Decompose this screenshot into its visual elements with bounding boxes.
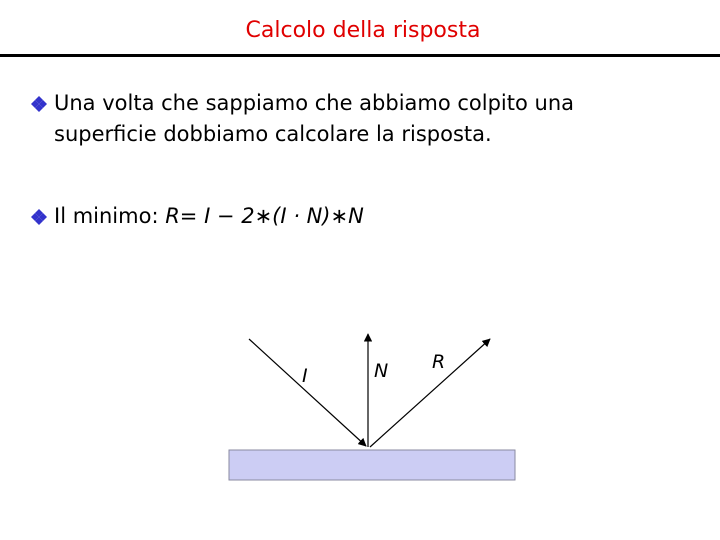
- surface-plane: [229, 450, 515, 480]
- normal-label: N: [374, 360, 389, 382]
- incident-label: I: [302, 365, 308, 387]
- reflected-ray: [370, 339, 490, 447]
- incident-ray: [249, 339, 366, 446]
- reflection-formula: R= I − 2∗(I · N)∗N: [165, 204, 364, 228]
- reflected-label: R: [432, 351, 446, 373]
- bullet-text: Una volta che sappiamo che abbiamo colpito una superficie dobbiamo calcolare la risposta.: [54, 91, 575, 146]
- slide-title: Calcolo della risposta: [245, 18, 481, 43]
- bullet-text-prefix: Il minimo:: [54, 204, 166, 228]
